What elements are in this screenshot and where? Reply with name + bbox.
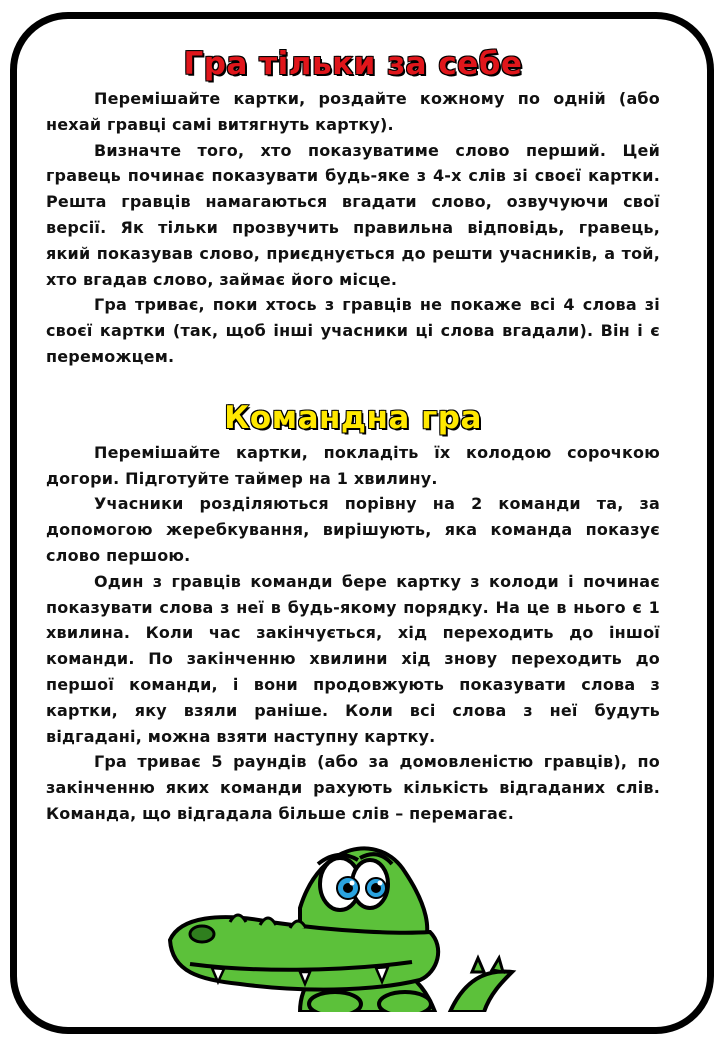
section2-paragraph-3: Один з гравців команди бере картку з колоди і починає показувати слова з неї в будь-якому порядку. На це в нього є 1 хвилина. Коли час закінчується, хід переходить до іншої команди. По закінченню хвилини хід знову переходить до першої команди, і вони продовжують показувати слова з картки, яку взяли раніше. Коли всі слова з неї будуть відгадані, можна взяти наступну картку. [46,571,660,746]
crocodile-claw-left [309,992,361,1012]
crocodile-illustration [150,822,530,1012]
crocodile-tail [450,971,512,1012]
crocodile-claw-right [379,992,431,1012]
section1-paragraph-1: Перемішайте картки, роздайте кожному по одній (або нехай гравці самі витягнуть картку). [46,89,660,134]
section1-paragraph-2: Визначте того, хто показуватиме слово перший. Цей гравець починає показувати будь-яке з 4-х слів зі своєї картки. Решта гравців намагаються вгадати слово, озвучуючи свої версії. Як тільки прозвучить правильна відповідь, гравець, який показував слово, приєднується до решти учасників, а той, хто вгадав слово, займає його місце. [46,140,660,289]
rules-content [46,44,660,827]
section2-title: Командна гра [224,399,482,436]
section2-paragraph-1: Перемішайте картки, покладіть їх колодою сорочкою догори. Підготуйте таймер на 1 хвилину. [46,442,660,488]
section2-paragraph-4: Гра триває 5 раундів (або за домовленістю гравців), по закінченню яких команди рахують кількість відгаданих слів. Команда, що відгадала більше слів – перемагає. [46,752,660,823]
section2-paragraph-2: Учасники розділяються порівну на 2 команди та, за допомогою жеребкування, вирішують, яка команда показує слово першою. [46,494,660,565]
section1-title: Гра тільки за себе [183,46,523,82]
section1-paragraph-3: Гра триває, поки хтось з гравців не покаже всі 4 слова зі своєї картки (так, щоб інші учасники ці слова вгадали). Він і є переможцем. [46,295,660,366]
